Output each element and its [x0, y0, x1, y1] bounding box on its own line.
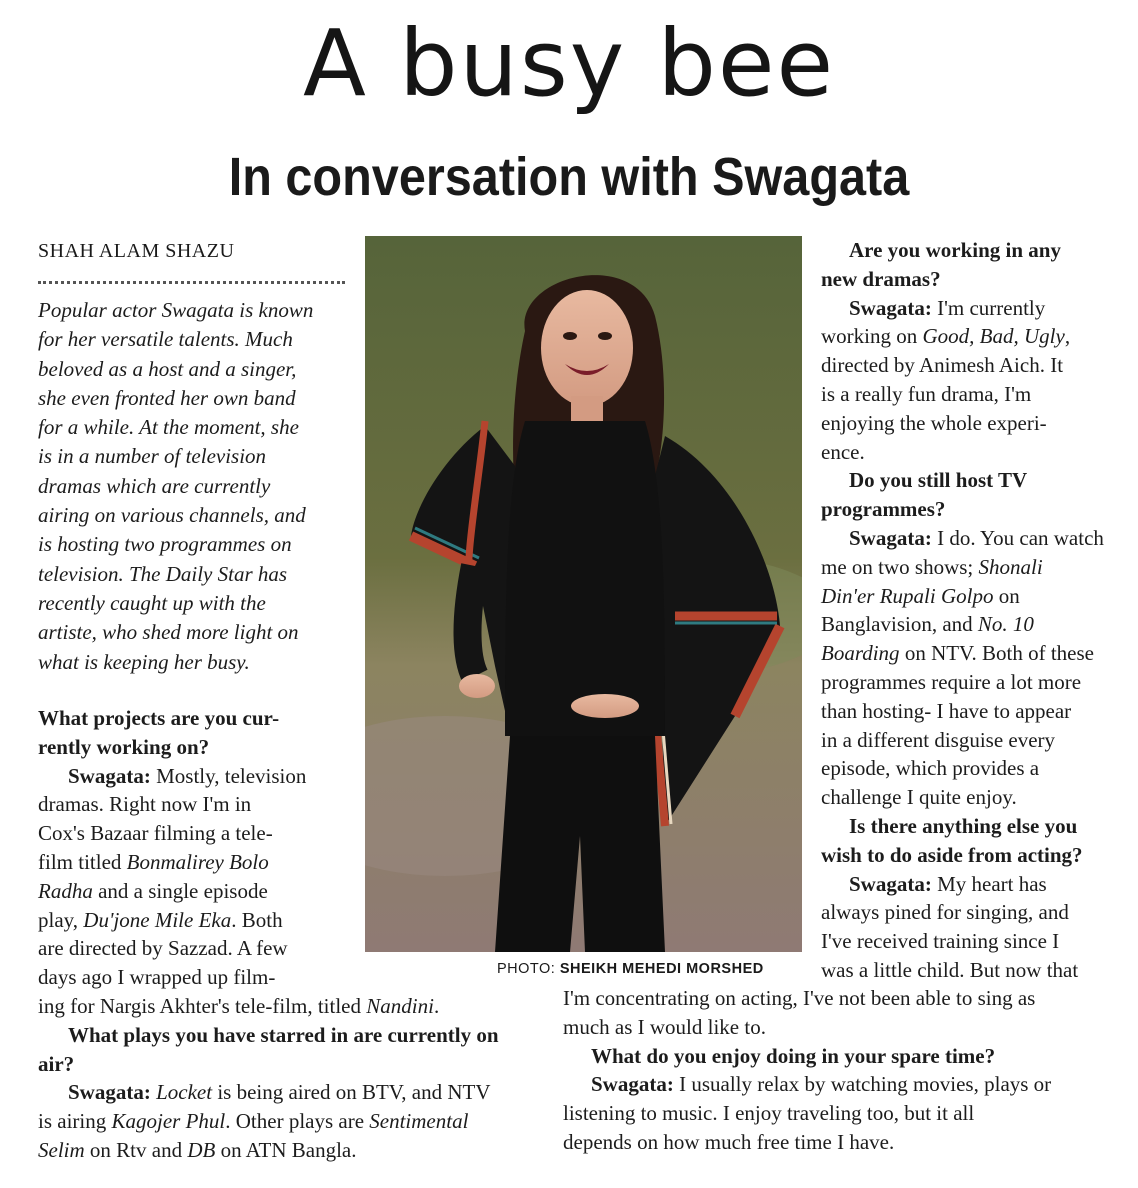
- answer-host-tv: Swagata: I do. You can watch me on two shows; Shonali Din'er Rupali Golpo on Banglavision, and No. 10 Boarding on NTV. Both of these programmes require a lot more than hosting- I have to appear in a different disguise every episode, which provides a challenge I quite enjoy.: [821, 525, 1104, 810]
- portrait-illustration: [365, 236, 802, 952]
- subheadline: In conversation with Swagata: [228, 147, 910, 207]
- dotted-divider: [38, 281, 345, 284]
- question-projects: What projects are you cur- rently working on?: [38, 706, 280, 759]
- photo-credit: PHOTO: SHEIKH MEHEDI MORSHED: [497, 961, 764, 977]
- answer-aside-from-acting-continued: I'm concentrating on acting, I've not been able to sing as much as I would like to.: [563, 986, 1036, 1039]
- answer-aside-from-acting: Swagata: My heart has always pined for singing, and I've received training since I was a little child. But now that: [821, 871, 1079, 982]
- intro-paragraph: Popular actor Swagata is known for her versatile talents. Much beloved as a host and a singer, she even fronted her own band for a while. At the moment, she is in a number of television dramas which are currently airing on various channels, and is hosting two programmes on television. The Daily Star has recently caught up with the artiste, who shed more light on what is keeping her busy.: [38, 298, 314, 674]
- question-aside-from-acting: Is there anything else you wish to do aside from acting?: [821, 813, 1083, 867]
- portrait-photo: [365, 236, 802, 952]
- question-plays-on-air: What plays you have starred in are currently on air?: [38, 1022, 499, 1076]
- byline: SHAH ALAM SHAZU: [38, 240, 235, 262]
- headline: A busy bee: [302, 10, 836, 117]
- right-column-qa: [821, 236, 1131, 985]
- answer-spare-time: Swagata: I usually relax by watching movies, plays or listening to music. I enjoy traveling too, but it all depends on how much free time I have.: [563, 1072, 1052, 1154]
- answer-plays-on-air: Swagata: Locket is being aired on BTV, and NTV is airing Kagojer Phul. Other plays are Sentimental Selim on Rtv and DB on ATN Bangla.: [38, 1080, 491, 1162]
- question-new-dramas: Are you working in any new dramas?: [821, 238, 1061, 291]
- bottom-continuation: [563, 984, 1133, 1157]
- answer-new-dramas: Swagata: I'm currently working on Good, Bad, Ugly, directed by Animesh Aich. It is a really fun drama, I'm enjoying the whole experi- ence.: [821, 295, 1071, 464]
- question-spare-time: What do you enjoy doing in your spare time?: [591, 1043, 996, 1068]
- answer-projects: Swagata: Mostly, television dramas. Right now I'm in Cox's Bazaar filming a tele- film titled Bonmalirey Bolo Radha and a single episode play, Du'jone Mile Eka. Both are directed by Sazzad. A few days ago I wrapped up film- ing for Nargis Akhter's tele-film, titled Nandini.: [38, 763, 440, 1018]
- question-host-tv: Do you still host TV programmes?: [821, 468, 1028, 522]
